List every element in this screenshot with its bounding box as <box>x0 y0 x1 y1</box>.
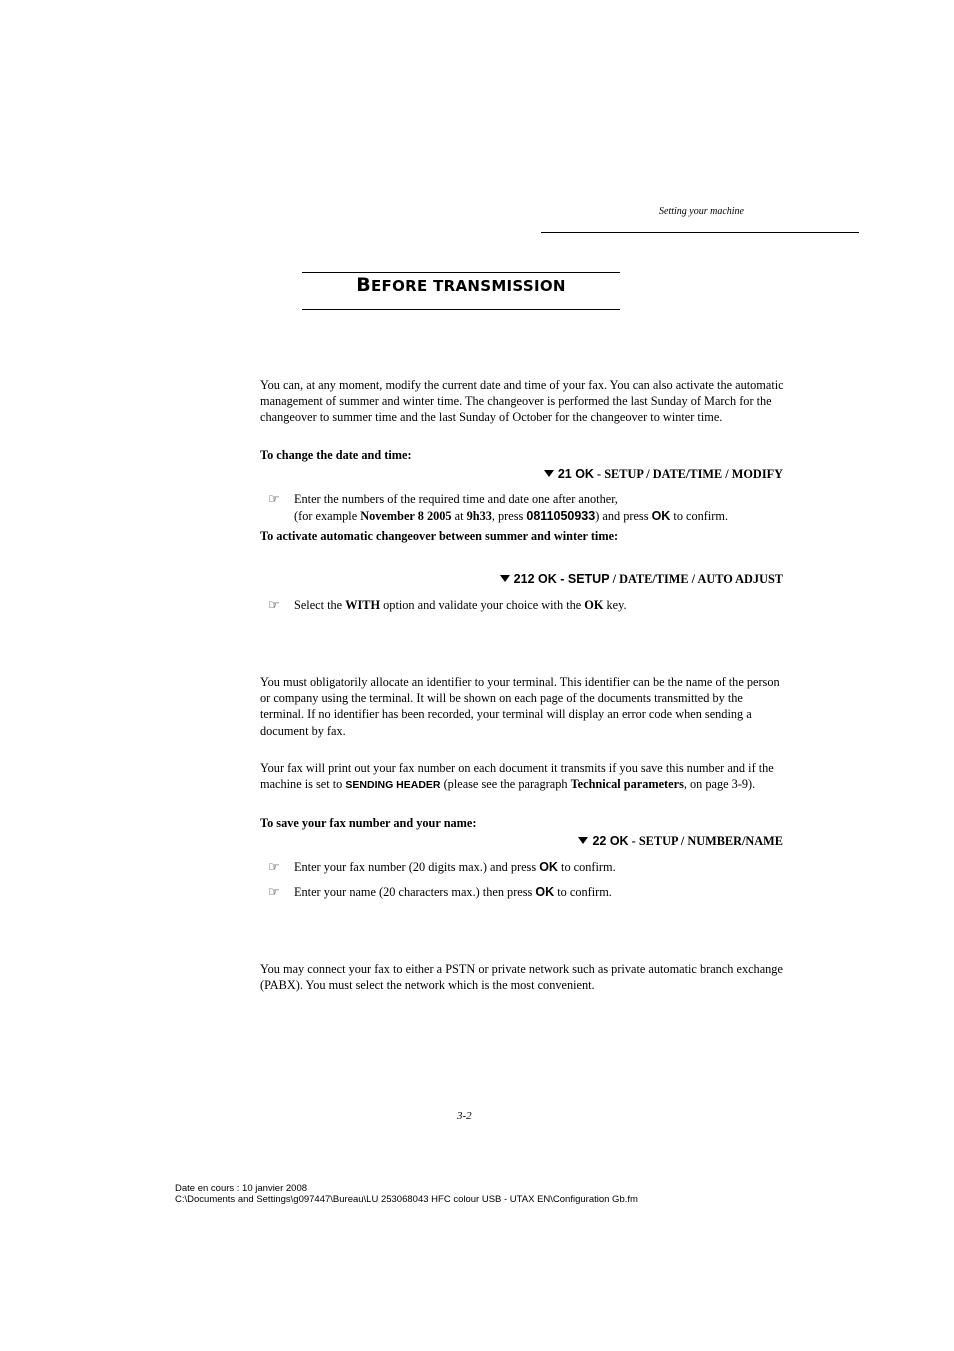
step-enter-name <box>268 884 612 901</box>
ok-key: OK <box>651 509 671 523</box>
example-time: 9h33 <box>466 509 492 523</box>
menu-code: 21 OK <box>557 467 594 481</box>
menu-path: - SETUP / DATE/TIME / MODIFY <box>593 467 783 481</box>
step-example <box>294 508 728 525</box>
example-text: to confirm. <box>670 509 729 523</box>
section-title-initial: B <box>356 274 372 296</box>
step-text: Enter the numbers of the required time and date one after another, <box>294 492 618 506</box>
auto-adjust-menu-path <box>500 572 783 587</box>
pointing-hand-icon: ☞ <box>268 598 280 613</box>
down-triangle-icon <box>500 575 510 582</box>
change-date-label: To change the date and time: <box>260 448 412 462</box>
section-title-rest: EFORE TRANSMISSION <box>371 277 566 295</box>
page-number: 3-2 <box>457 1110 472 1122</box>
auto-adjust-label: To activate automatic changeover between summer and winter time: <box>260 529 619 543</box>
network-intro: You may connect your fax to either a PSTN or private network such as private automatic branch exchange (PABX). You must select the network which is the most convenient. <box>260 962 783 993</box>
date-time-intro: You can, at any moment, modify the current date and time of your fax. You can also activate the automatic management of summer and winter time. The changeover is performed the last Sunday of March for the changeover to summer time and the last Sunday of October for the changeover to winter time. <box>260 378 784 425</box>
step-enter-date <box>268 491 618 508</box>
example-date: November 8 2005 <box>360 509 452 523</box>
menu-code: 212 OK - SETUP <box>513 572 610 586</box>
pointing-hand-icon: ☞ <box>268 860 280 875</box>
step-text: Select the WITH option and validate your choice with the OK key. <box>294 598 627 612</box>
footer-path: C:\Documents and Settings\g097447\Bureau\LU 253068043 HFC colour USB - UTAX EN\Configuration Gb.fm <box>175 1194 638 1205</box>
step-enter-number <box>268 859 616 876</box>
step-text: Enter your fax number (20 digits max.) and press OK to confirm. <box>294 860 616 874</box>
menu-code: 22 OK <box>592 834 629 848</box>
change-date-menu-path <box>544 467 783 482</box>
header-rule <box>541 232 859 233</box>
sending-header-term: SENDING HEADER <box>345 779 441 792</box>
example-text: ) and press <box>595 509 652 523</box>
step-text: Enter your name (20 characters max.) then press OK to confirm. <box>294 885 612 899</box>
example-text: at <box>451 509 467 523</box>
running-header: Setting your machine <box>659 206 744 217</box>
down-triangle-icon <box>544 470 554 477</box>
example-text: (for example <box>294 509 361 523</box>
save-number-menu-path <box>578 834 783 849</box>
fax-number-paragraph: Your fax will print out your fax number on each document it transmits if you save this number and if the machine is set to SENDING HEADER (please see the paragraph Technical parameters, on page 3-9). <box>260 761 774 792</box>
example-text: , press <box>491 509 527 523</box>
title-rule-bottom <box>302 309 620 310</box>
title-rule-top <box>302 272 620 273</box>
section-title <box>302 274 620 296</box>
menu-path: / DATE/TIME / AUTO ADJUST <box>609 572 783 586</box>
example-digits: 0811050933 <box>526 509 596 523</box>
identifier-intro: You must obligatorily allocate an identifier to your terminal. This identifier can be the name of the person or company using the terminal. It will be shown on each page of the documents transmitted by the terminal. If no identifier has been recorded, your terminal will display an error code when sending a document by fax. <box>260 675 780 738</box>
menu-path: - SETUP / NUMBER/NAME <box>628 834 783 848</box>
step-select-with <box>268 597 627 614</box>
pointing-hand-icon: ☞ <box>268 492 280 507</box>
down-triangle-icon <box>578 837 588 844</box>
pointing-hand-icon: ☞ <box>268 885 280 900</box>
footer-date: Date en cours : 10 janvier 2008 <box>175 1183 308 1194</box>
save-number-label: To save your fax number and your name: <box>260 816 477 830</box>
technical-parameters-link: Technical parameters <box>570 777 684 792</box>
